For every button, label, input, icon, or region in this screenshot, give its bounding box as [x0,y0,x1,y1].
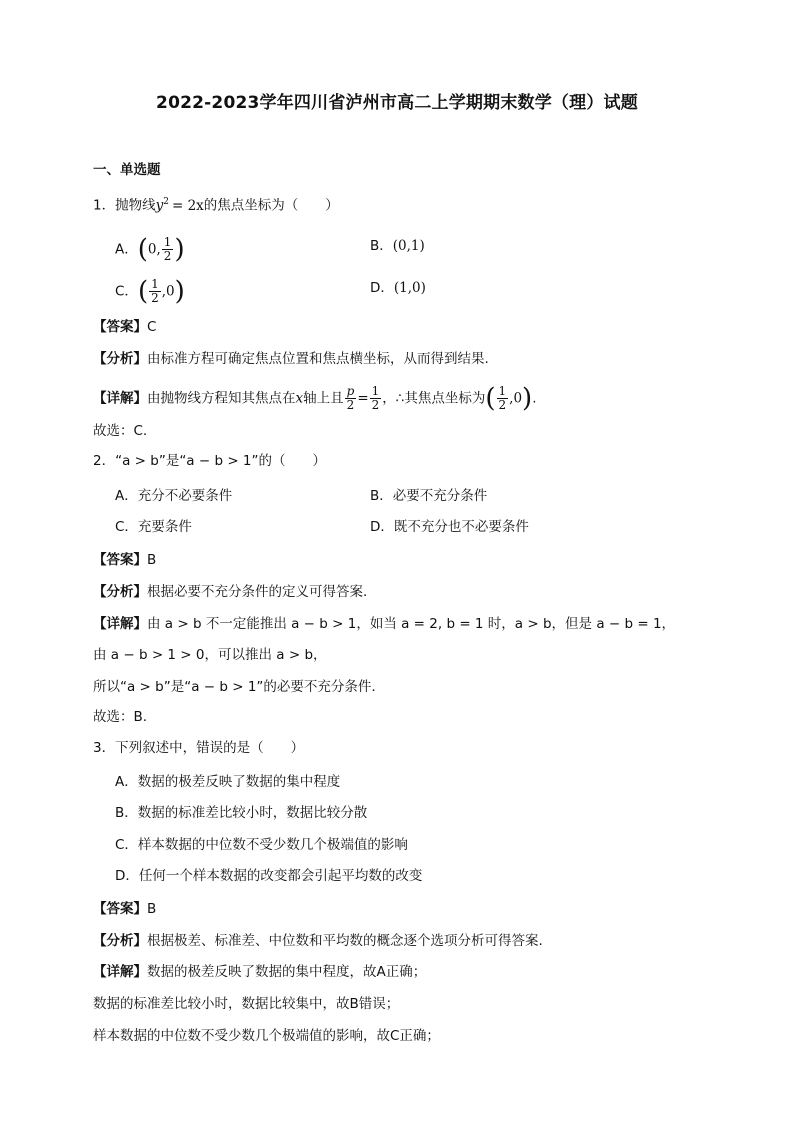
q1-detail-focus-zero: 0 [513,390,523,407]
q3-answer-value: B [147,901,157,917]
page-title: 2022-2023学年四川省泸州市高二上学期期末数学（理）试题 [156,93,638,113]
q1-option-c-zero: 0 [166,283,175,300]
q2-choose: 故选：B. [93,709,148,725]
q3-answer-tag: 【答案】 [93,901,147,917]
q1-option-a: A．(0, $\frac{1}{2}$ ) [115,234,185,265]
q1-detail: 【详解】由抛物线方程知其焦点在x轴上且 $\frac{p}{2}$ = $\frac{1}{2}$ ，∴其焦点坐标为( $\frac{1}{2}$ ,0). [93,383,537,414]
q1-choose: 故选：C. [93,423,148,439]
q3-detail-line-2: 数据的标准差比较小时，数据比较集中，故B错误； [93,996,400,1012]
q2-analysis [93,582,367,602]
q3-option-d: D．任何一个样本数据的改变都会引起平均数的改变 [115,868,423,884]
q1-option-c: C．( $\frac{1}{2}$ ,0) [115,276,185,307]
q1-option-c-label: C． [115,283,138,300]
q3-analysis-text: 根据极差、标准差、中位数和平均数的概念逐个选项分析可得答案. [147,933,543,949]
q1-detail-half-fraction: $\frac{1}{2}$ [371,384,380,412]
q1-suffix: 的焦点坐标为（ ） [203,197,339,214]
q1-detail-p-fraction: $\frac{p}{2}$ [346,384,355,412]
q1-answer-tag: 【答案】 [93,319,147,335]
q3-detail-tag: 【详解】 [93,964,147,980]
q1-eq-exp: 2 [163,197,169,207]
q2-answer-tag: 【答案】 [93,552,147,568]
q3-analysis [93,931,543,951]
q2-detail-line-1: 由 a > b 不一定能推出 a − b > 1，如当 a = 2, b = 1 时，a > b，但是 a − b = 1， [147,616,676,632]
q1-prefix: 1．抛物线 [93,197,156,214]
q2-detail-line-3: 所以“a > b”是“a − b > 1”的必要不充分条件. [93,679,376,695]
q3-answer [93,899,156,919]
q1-detail-mid: 轴上且 [303,390,344,407]
q1-eq-y: y [155,197,164,214]
q1-detail-end: . [532,390,537,407]
q1-answer [93,317,156,337]
q1-detail-tag: 【详解】 [93,390,147,407]
q2-detail [93,614,675,634]
q1-option-b-value: (0,1) [392,238,425,254]
q1-option-c-fraction: $\frac{1}{2}$ [151,277,159,305]
q2-option-b: B．必要不充分条件 [370,488,488,504]
q3-option-c: C．样本数据的中位数不受少数几个极端值的影响 [115,837,408,853]
q3-detail-line-3: 样本数据的中位数不受少数几个极端值的影响，故C正确； [93,1028,440,1044]
q1-option-a-zero: 0 [147,241,157,258]
question-2-stem: 2．“a > b”是“a − b > 1”的（ ） [93,453,327,469]
q1-analysis-text: 由标准方程可确定焦点位置和焦点横坐标，从而得到结果. [147,351,489,367]
q3-detail [93,962,426,982]
q2-answer [93,550,156,570]
q2-answer-value: B [147,552,157,568]
q1-option-b [370,236,425,256]
q3-detail-line-1: 数据的极差反映了数据的集中程度，故A正确； [147,964,427,980]
q1-analysis [93,349,489,369]
q3-option-b: B．数据的标准差比较小时，数据比较分散 [115,805,368,821]
q1-option-a-fraction: $\frac{1}{2}$ [163,235,172,263]
section-heading: 一、单选题 [93,162,161,178]
q2-detail-line-2: 由 a − b > 1 > 0，可以推出 a > b， [93,647,327,663]
question-1-stem [93,192,339,216]
q1-option-d-value: (1,0) [393,280,426,296]
q1-detail-x: x [295,390,304,407]
q2-option-d: D．既不充分也不必要条件 [370,519,529,535]
q3-analysis-tag: 【分析】 [93,933,147,949]
q1-option-a-label: A． [115,241,138,258]
q1-eq-rhs: = 2x [171,197,204,214]
q2-option-a: A．充分不必要条件 [115,488,233,504]
q1-detail-mid2: ，∴其焦点坐标为 [382,390,486,407]
q1-detail-focus-fraction: $\frac{1}{2}$ [498,384,507,412]
q2-analysis-tag: 【分析】 [93,584,147,600]
q1-option-d-label: D． [370,280,394,296]
q1-option-b-label: B． [370,238,393,254]
q2-option-c: C．充要条件 [115,519,192,535]
question-3-stem: 3．下列叙述中，错误的是（ ） [93,740,305,756]
q3-option-a: A．数据的极差反映了数据的集中程度 [115,774,341,790]
q1-answer-value: C [147,319,157,335]
q1-detail-equals: = [357,390,369,407]
q1-analysis-tag: 【分析】 [93,351,147,367]
q1-option-d [370,278,426,298]
q1-detail-pre: 由抛物线方程知其焦点在 [147,390,296,407]
q2-analysis-text: 根据必要不充分条件的定义可得答案. [147,584,368,600]
q2-detail-tag: 【详解】 [93,616,147,632]
